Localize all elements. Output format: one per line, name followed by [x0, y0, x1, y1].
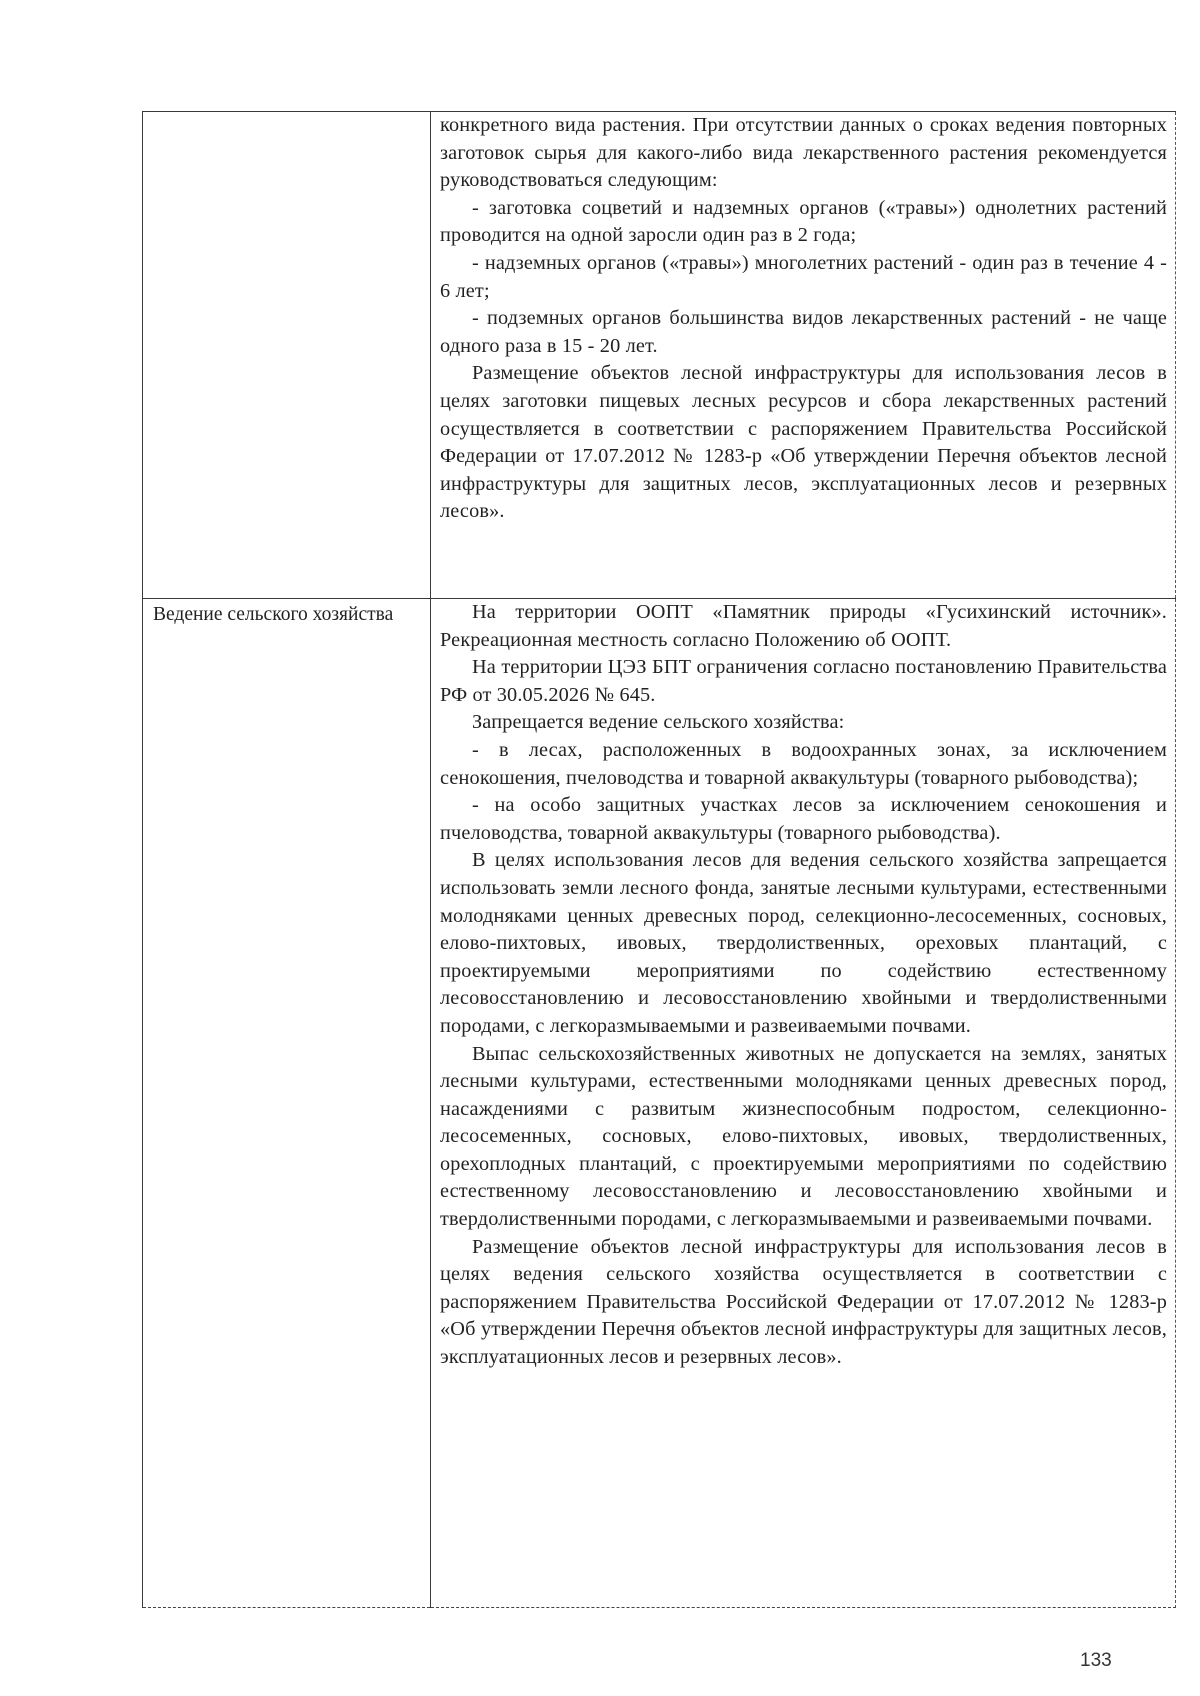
table-row [143, 599, 1176, 1608]
requirements-paragraph: На территории ООПТ «Памятник природы «Гусихинский источник». Рекреационная местность согласно Положению об ООПТ. [440, 601, 1167, 651]
requirements-cell [431, 599, 1176, 1608]
requirements-paragraph: - в лесах, расположенных в водоохранных зонах, за исключением сенокошения, пчеловодства и товарной аквакультуры (товарного рыбоводства); [440, 738, 1167, 789]
activity-type-label: Ведение сельского хозяйства [153, 604, 394, 625]
regulations-table [142, 111, 1176, 1608]
requirements-paragraph: Размещение объектов лесной инфраструктуры для использования лесов в целях ведения сельского хозяйства осуществляется в соответствии с распоряжением Правительства Российской Федерации от 17.07.2012 № 1283-р «Об утверждении Перечня объектов лесной инфраструктуры для защитных лесов, эксплуатационных лесов и резервных лесов». [440, 1235, 1167, 1369]
requirements-paragraph: В целях использования лесов для ведения сельского хозяйства запрещается использовать земли лесного фонда, занятые лесными культурами, естественными молодняками ценных древесных пород, селекционно-лесосеменных, сосновых, елово-пихтовых, ивовых, твердолиственных, ореховых плантаций, с проектируемыми мероприятиями по содействию естественному лесовосстановлению и лесовосстановлению хвойными и твердолиственными породами, с легкоразмываемыми и развеиваемыми почвами. [440, 849, 1167, 1037]
requirements-paragraph: - на особо защитных участках лесов за исключением сенокошения и пчеловодства, товарной аквакультуры (товарного рыбоводства). [440, 794, 1167, 844]
requirements-paragraph: - надземных органов («травы») многолетних растений - один раз в течение 4 - 6 лет; [440, 251, 1167, 302]
requirements-paragraph: - подземных органов большинства видов лекарственных растений - не чаще одного раза в 15 - 20 лет. [440, 307, 1167, 357]
requirements-cell [431, 112, 1176, 599]
requirements-paragraph: - заготовка соцветий и надземных органов («травы») однолетних растений проводится на одной заросли один раз в 2 года; [440, 196, 1167, 247]
activity-type-cell [143, 112, 431, 599]
requirements-paragraph: Запрещается ведение сельского хозяйства: [472, 711, 845, 734]
requirements-paragraph: Размещение объектов лесной инфраструктуры для использования лесов в целях заготовки пищевых лесных ресурсов и сбора лекарственных растений осуществляется в соответствии с распоряжением Правительства Российской Федерации от 17.07.2012 № 1283-р «Об утверждении Перечня объектов лесной инфраструктуры для защитных лесов, эксплуатационных лесов и резервных лесов». [440, 362, 1167, 523]
table-row [143, 112, 1176, 599]
requirements-paragraph: Выпас сельскохозяйственных животных не допускается на землях, занятых лесными культурами, естественными молодняками ценных древесных пород, насаждениями с развитым жизнеспособным подростом, селекционно-лесосеменных, сосновых, елово-пихтовых, ивовых, твердолиственных, орехоплодных плантаций, с проектируемыми мероприятиями по содействию естественному лесовосстановлению и лесовосстановлению хвойными и твердолиственными породами, с легкоразмываемыми и развеиваемыми почвами. [440, 1042, 1167, 1231]
requirements-paragraph: На территории ЦЭЗ БПТ ограничения согласно постановлению Правительства РФ от 30.05.2026 № 645. [440, 656, 1167, 706]
page-number: 133 [1080, 1650, 1112, 1671]
activity-type-cell [143, 599, 431, 1608]
requirements-paragraph: конкретного вида растения. При отсутствии данных о сроках ведения повторных заготовок сырья для какого-либо вида лекарственного растения рекомендуется руководствоваться следующим: [440, 114, 1167, 192]
